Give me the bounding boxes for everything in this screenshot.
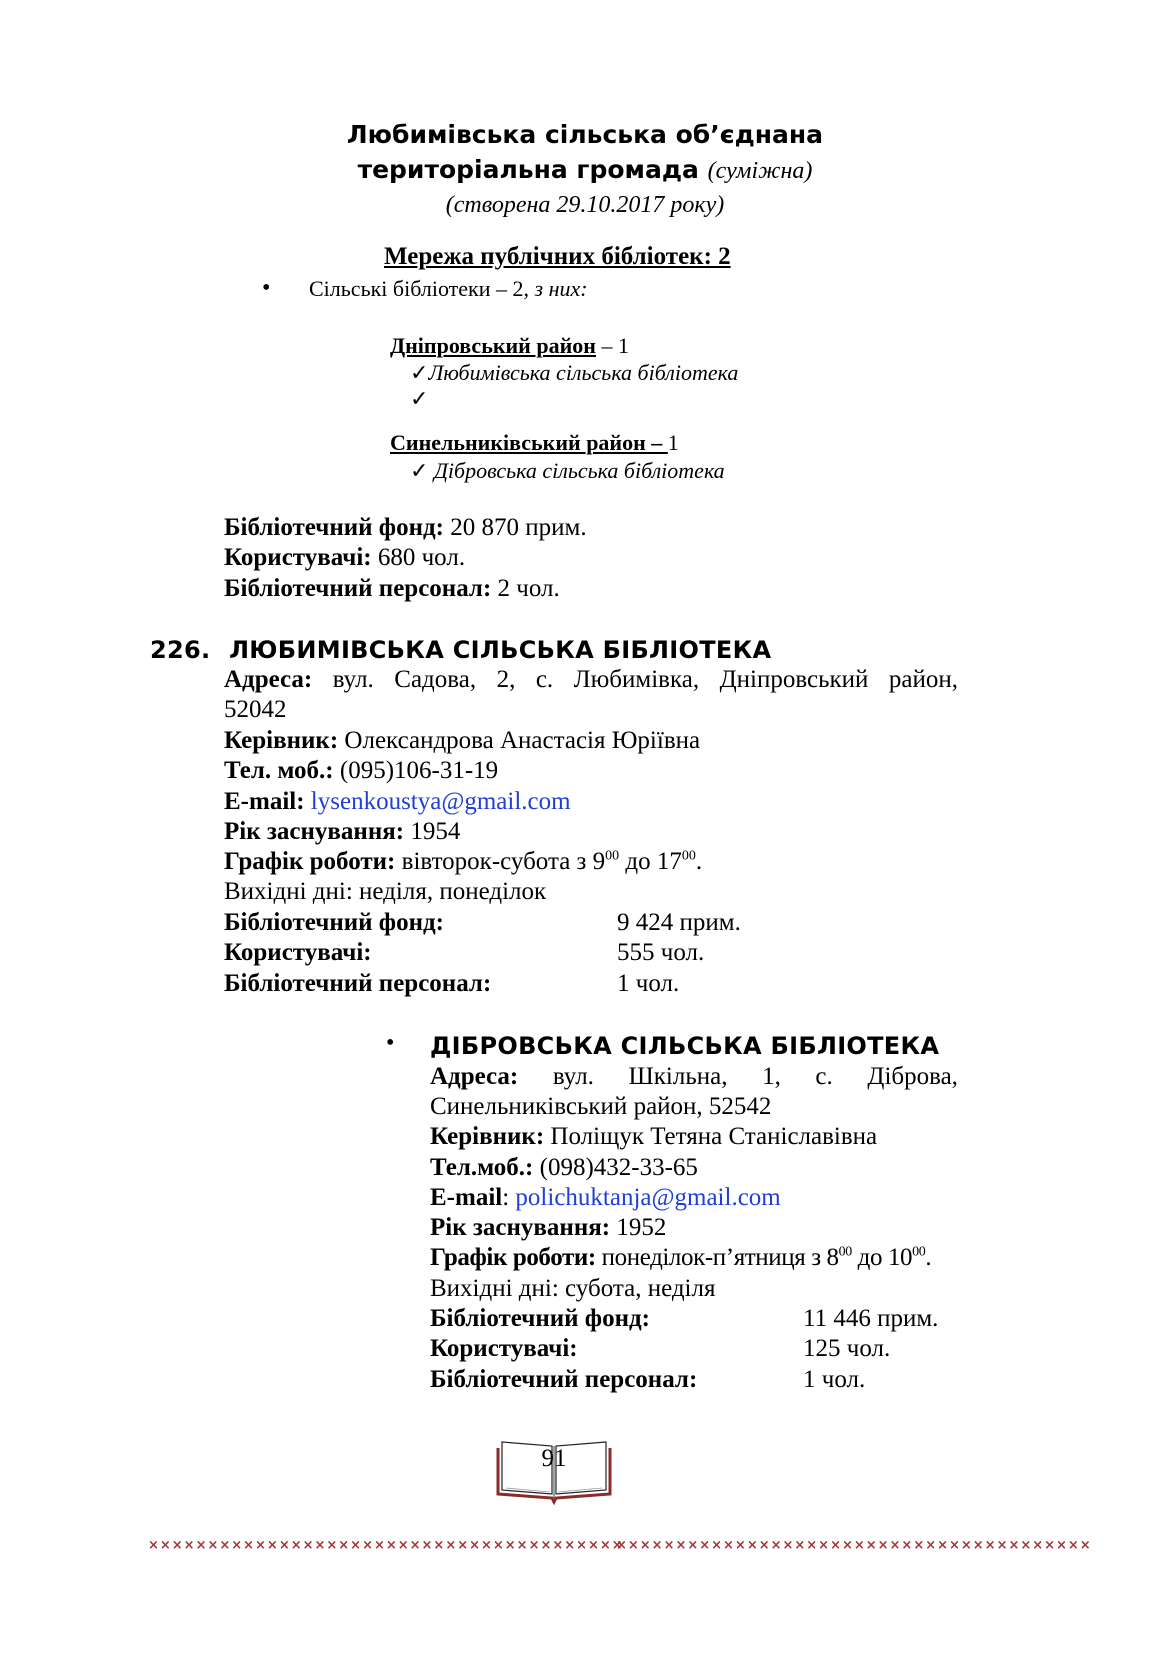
founded-value: 1954 — [404, 818, 461, 845]
library-1-users-label: Користувачі: — [224, 939, 372, 966]
phone-value: (098)432-33-65 — [533, 1154, 698, 1181]
head-label: Керівник: — [224, 727, 339, 754]
network-heading: Мережа публічних бібліотек: 2 — [384, 243, 731, 270]
check-icon: ✓ — [410, 458, 429, 483]
district-item — [410, 360, 738, 386]
library-2-founded — [430, 1214, 666, 1242]
library-1-founded — [224, 818, 460, 846]
check-icon: ✓ — [410, 386, 429, 411]
schedule-end: . — [925, 1244, 932, 1271]
library-1-days-off: Вихідні дні: неділя, понеділок — [224, 878, 547, 905]
address-word: 1, — [762, 1063, 781, 1090]
library-2-phone — [430, 1154, 698, 1182]
summary-fund-label: Бібліотечний фонд: — [224, 514, 444, 541]
library-1-email — [224, 788, 571, 816]
library-1-heading — [150, 636, 771, 664]
schedule-sup: 00 — [838, 1244, 852, 1260]
district-name: Дніпровський район — [390, 333, 596, 358]
address-word: 2, — [496, 666, 516, 693]
schedule-label: Графік роботи: — [224, 848, 396, 875]
library-2-heading: ДІБРОВСЬКА СІЛЬСЬКА БІБЛІОТЕКА — [430, 1032, 940, 1060]
district-item — [410, 458, 725, 484]
schedule-sup: 00 — [912, 1244, 926, 1260]
library-2-staff-label: Бібліотечний персонал: — [430, 1366, 698, 1393]
summary-users — [224, 544, 465, 572]
schedule-text: понеділок-п’ятниця з 8 — [595, 1244, 839, 1271]
district-synelnykove — [390, 430, 679, 456]
address-word: Діброва, — [867, 1063, 958, 1090]
summary-fund — [224, 514, 587, 542]
address-word: Дніпровський — [719, 666, 869, 693]
library-2-head — [430, 1123, 877, 1151]
summary-staff-label: Бібліотечний персонал: — [224, 575, 492, 602]
address-label: Адреса: — [430, 1063, 519, 1090]
email-colon: : — [502, 1184, 516, 1211]
district-name: Синельниківський район – — [390, 430, 668, 455]
head-label: Керівник: — [430, 1123, 545, 1150]
email-link[interactable]: lysenkoustya@gmail.com — [310, 788, 571, 815]
footer-ornament-right: ×××××××××××××××××××××××××××××××××××××××× — [616, 1538, 1092, 1553]
bullet-icon: • — [386, 1030, 395, 1056]
email-label: E-mail — [430, 1184, 503, 1211]
schedule-text: вівторок-субота з 9 — [395, 848, 606, 875]
library-1-phone — [224, 757, 498, 785]
address-word: вул. — [332, 666, 374, 693]
library-2-days-off: Вихідні дні: субота, неділя — [430, 1275, 716, 1302]
library-1-users-value: 555 чол. — [617, 939, 705, 966]
address-word: Шкільна, — [628, 1063, 728, 1090]
library-1-address — [224, 666, 958, 694]
library-2-fund-label: Бібліотечний фонд: — [430, 1305, 650, 1332]
head-value: Олександрова Анастасія Юріївна — [338, 727, 701, 754]
library-1-address-cont: 52042 — [224, 696, 287, 723]
library-1-fund-value: 9 424 прим. — [617, 909, 741, 936]
rural-libraries-note: з них: — [534, 276, 588, 301]
email-link[interactable]: polichuktanja@gmail.com — [515, 1184, 781, 1211]
library-1-head — [224, 727, 700, 755]
district-dnipro — [390, 333, 629, 359]
email-label: E-mail: — [224, 788, 305, 815]
library-2-users-value: 125 чол. — [803, 1335, 891, 1362]
summary-staff-value: 2 чол. — [491, 575, 560, 602]
library-item-label: Любимівська сільська бібліотека — [428, 360, 739, 385]
phone-value: (095)106-31-19 — [333, 757, 499, 784]
address-word: вул. — [552, 1063, 594, 1090]
schedule-end: . — [695, 848, 703, 875]
check-icon: ✓ — [410, 360, 429, 385]
library-number: 226. — [150, 636, 211, 664]
title-note: (суміжна) — [707, 158, 813, 184]
library-1-staff-value: 1 чол. — [617, 970, 680, 997]
library-1-schedule — [224, 848, 702, 876]
rural-libraries-text: Сільські бібліотеки – 2, — [309, 276, 529, 301]
library-2-users-label: Користувачі: — [430, 1335, 578, 1362]
schedule-label: Графік роботи: — [430, 1244, 596, 1271]
address-word: Садова, — [394, 666, 477, 693]
address-word: с. — [815, 1063, 833, 1090]
page-title-line1: Любимівська сільська об’єднана — [346, 120, 824, 149]
library-2-schedule — [430, 1244, 931, 1272]
library-name: ЛЮБИМІВСЬКА СІЛЬСЬКА БІБЛІОТЕКА — [229, 636, 772, 664]
founded-label: Рік заснування: — [430, 1214, 611, 1241]
schedule-sup: 00 — [605, 848, 620, 864]
address-label: Адреса: — [224, 666, 313, 693]
summary-users-label: Користувачі: — [224, 544, 372, 571]
schedule-sup: 00 — [681, 848, 696, 864]
library-2-staff-value: 1 чол. — [803, 1366, 866, 1393]
summary-fund-value: 20 870 прим. — [443, 514, 587, 541]
founded-value: 1952 — [610, 1214, 667, 1241]
library-1-staff-label: Бібліотечний персонал: — [224, 970, 492, 997]
address-word: Любимівка, — [573, 666, 700, 693]
page-number: 91 — [541, 1445, 567, 1472]
library-2-address — [430, 1063, 958, 1091]
library-2-email — [430, 1184, 781, 1212]
title-text: територіальна громада — [357, 155, 699, 184]
schedule-mid: до 17 — [619, 848, 682, 875]
address-word: район, — [888, 666, 958, 693]
library-2-address-cont: Синельниківський район, 52542 — [430, 1093, 772, 1120]
summary-staff — [224, 575, 560, 603]
phone-label: Тел. моб.: — [224, 757, 334, 784]
address-word: с. — [535, 666, 554, 693]
library-item-label: Дібровська сільська бібліотека — [428, 458, 725, 483]
page-title-line2 — [0, 155, 1170, 185]
schedule-mid: до 10 — [851, 1244, 913, 1271]
rural-libraries-line — [309, 276, 588, 302]
district-count: – 1 — [595, 333, 629, 358]
head-value: Поліщук Тетяна Станіславівна — [544, 1123, 878, 1150]
summary-users-value: 680 чол. — [371, 544, 466, 571]
district-item — [410, 386, 428, 412]
footer-ornament-left: ×××××××××××××××××××××××××××××××××××××××× — [148, 1538, 624, 1553]
library-1-fund-label: Бібліотечний фонд: — [224, 909, 444, 936]
phone-label: Тел.моб.: — [430, 1154, 534, 1181]
library-2-fund-value: 11 446 прим. — [803, 1305, 939, 1332]
bullet-icon: • — [262, 275, 271, 301]
district-count: 1 — [667, 430, 679, 455]
creation-date: (створена 29.10.2017 року) — [445, 192, 725, 218]
founded-label: Рік заснування: — [224, 818, 405, 845]
